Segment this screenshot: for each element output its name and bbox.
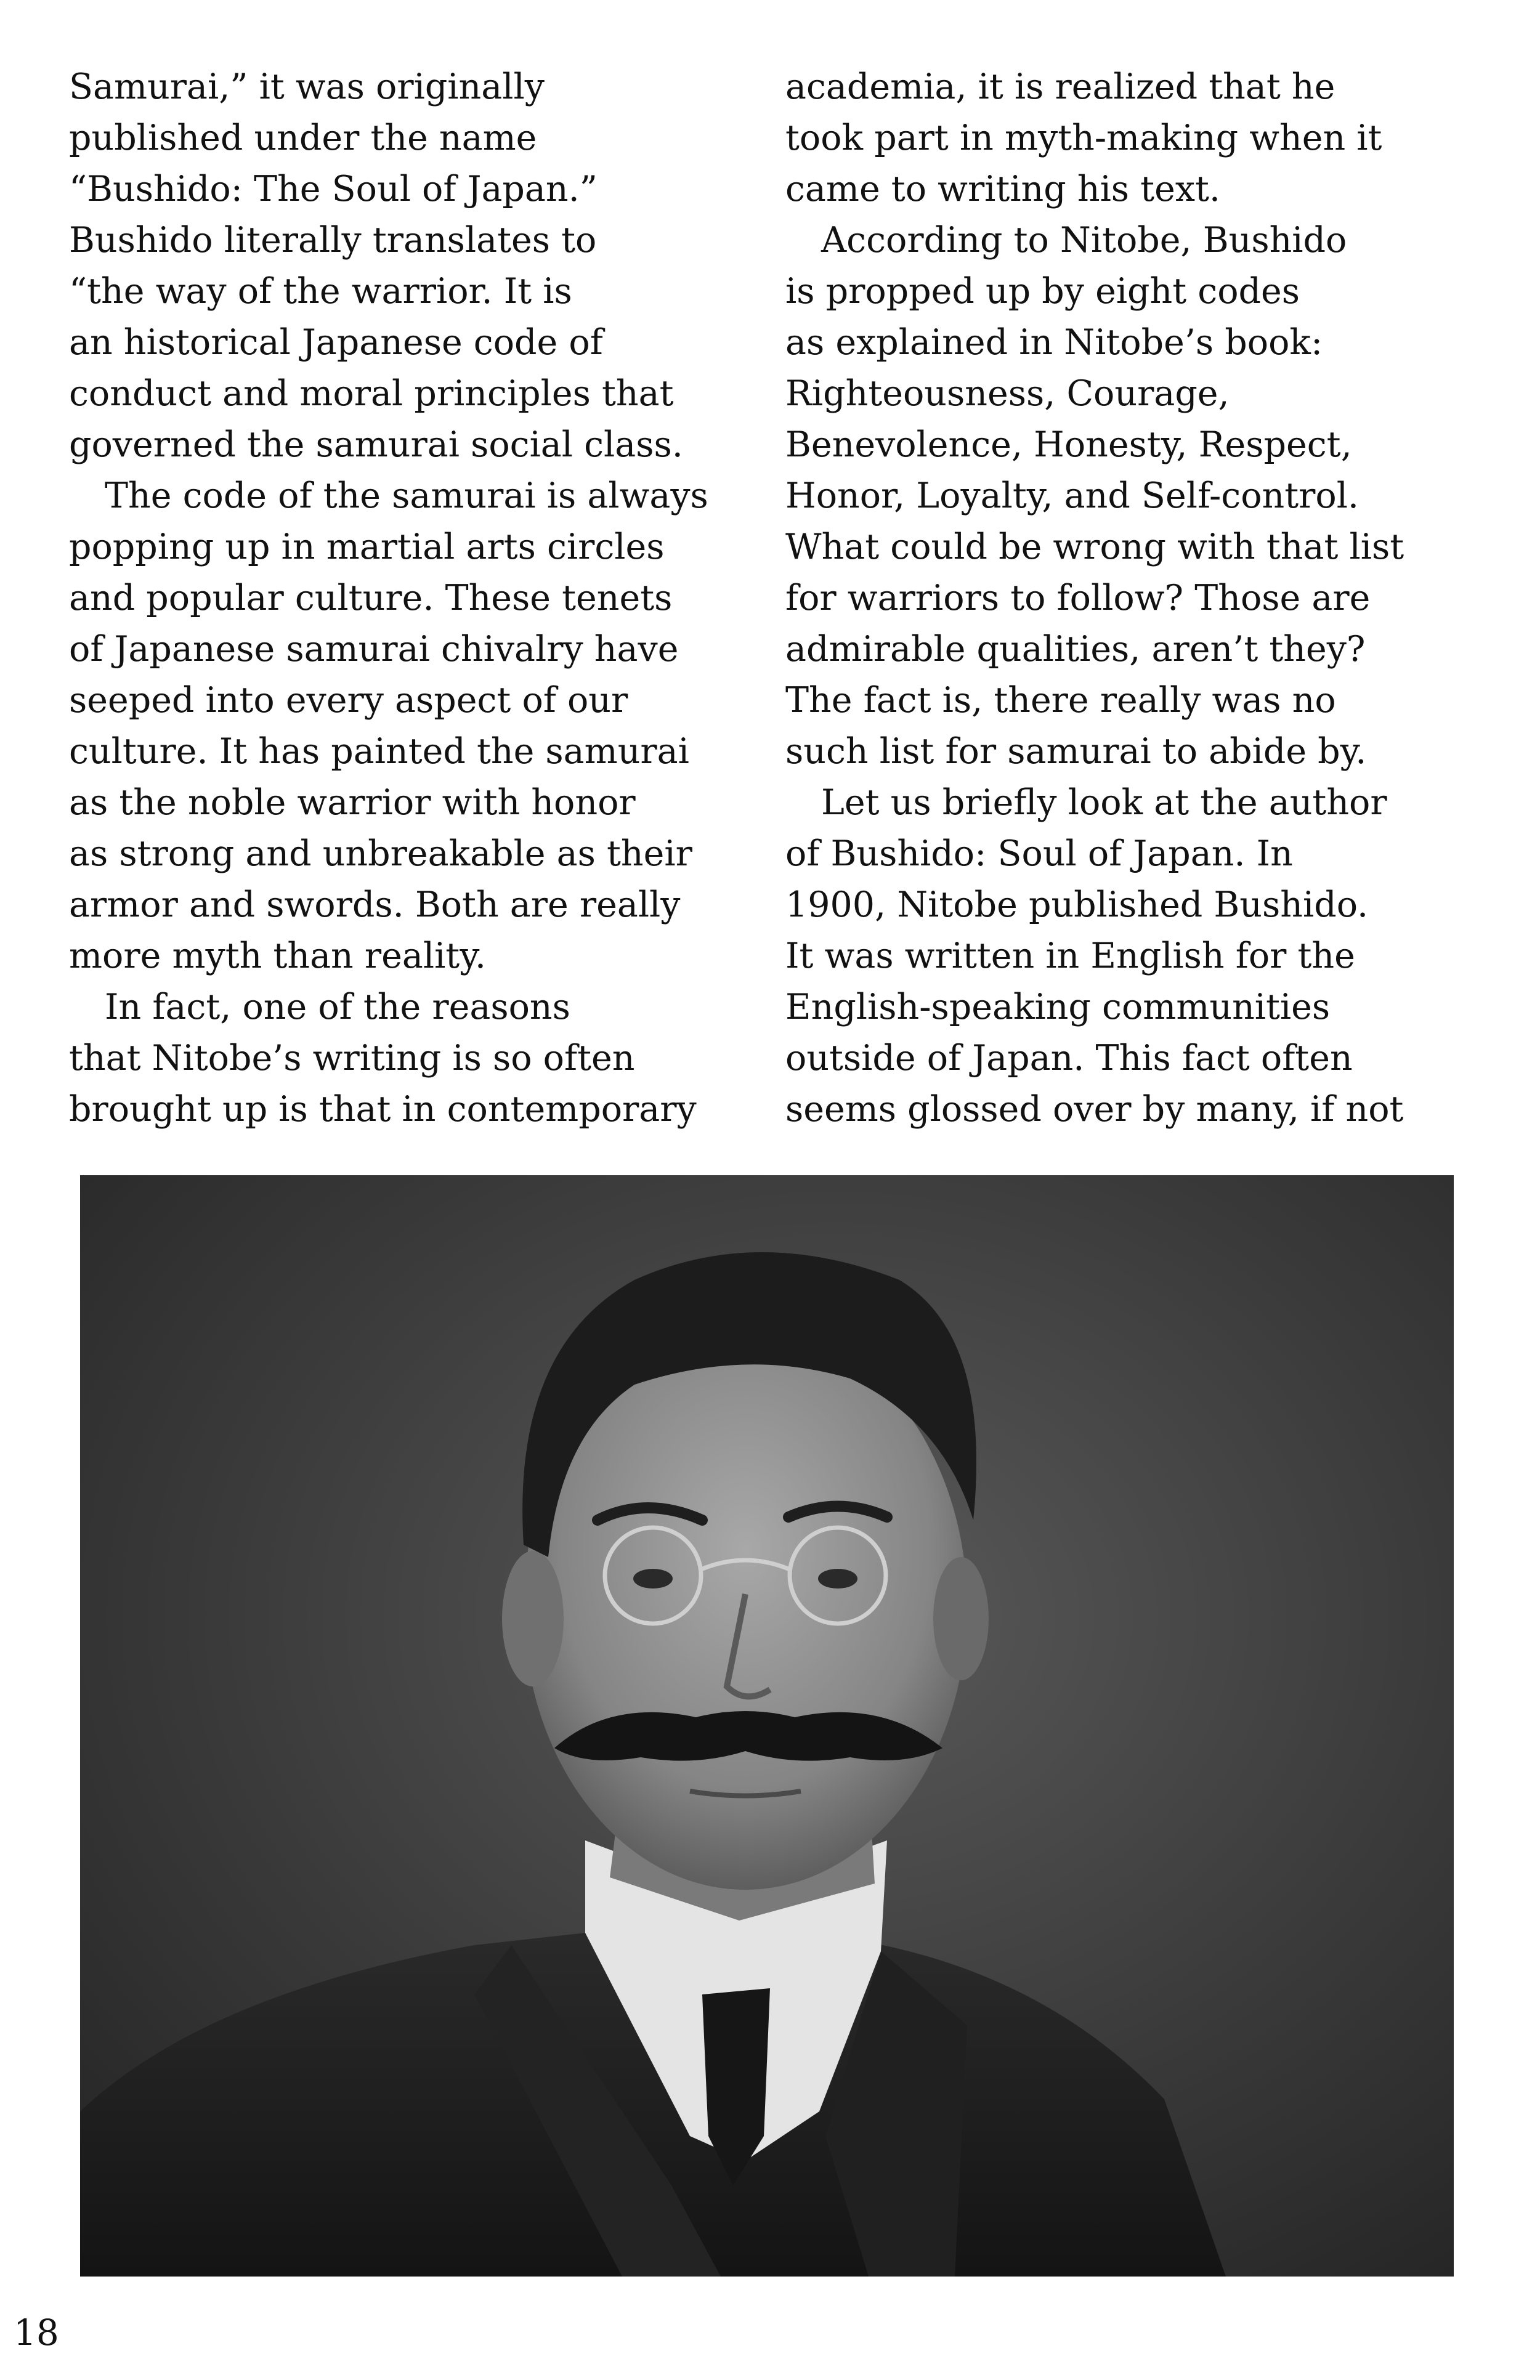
text-line: of Japanese samurai chivalry have	[69, 629, 679, 670]
text-line: governed the samurai social class.	[69, 424, 683, 465]
right-text-column	[785, 62, 1475, 1135]
text-line: took part in myth-making when it	[785, 118, 1382, 158]
text-line: Benevolence, Honesty, Respect,	[785, 424, 1352, 465]
text-line: admirable qualities, aren’t they?	[785, 629, 1366, 670]
eye-left	[633, 1569, 673, 1589]
text-line: that Nitobe’s writing is so often	[69, 1038, 635, 1079]
text-line: 1900, Nitobe published Bushido.	[785, 884, 1369, 925]
text-line: armor and swords. Both are really	[69, 884, 681, 925]
ear-right	[933, 1557, 989, 1680]
portrait-illustration	[80, 1175, 1454, 2277]
text-line: culture. It has painted the samurai	[69, 731, 689, 772]
text-line: is propped up by eight codes	[785, 271, 1300, 312]
text-line: It was written in English for the	[785, 936, 1355, 976]
text-line: popping up in martial arts circles	[69, 527, 665, 567]
text-line: and popular culture. These tenets	[69, 578, 673, 618]
text-line: “the way of the warrior. It is	[69, 271, 572, 312]
text-line: The fact is, there really was no	[785, 680, 1336, 721]
text-line: such list for samurai to abide by.	[785, 731, 1367, 772]
paragraph-start-line: The code of the samurai is always	[105, 476, 708, 516]
text-line: an historical Japanese code of	[69, 322, 603, 363]
text-line: What could be wrong with that list	[785, 527, 1404, 567]
paragraph-start-line: In fact, one of the reasons	[105, 987, 570, 1027]
paragraph-start-line: According to Nitobe, Bushido	[821, 220, 1347, 261]
text-line: seeped into every aspect of our	[69, 680, 628, 721]
text-line: academia, it is realized that he	[785, 67, 1335, 107]
text-line: Righteousness, Courage,	[785, 373, 1230, 414]
text-line: Bushido literally translates to	[69, 220, 597, 261]
text-line: as strong and unbreakable as their	[69, 833, 692, 874]
text-line: as the noble warrior with honor	[69, 782, 636, 823]
ear-left	[502, 1551, 564, 1686]
text-line: conduct and moral principles that	[69, 373, 674, 414]
portrait-photo	[80, 1175, 1454, 2277]
text-line: English-speaking communities	[785, 987, 1331, 1027]
text-line: published under the name	[69, 118, 537, 158]
text-line: Samurai,” it was originally	[69, 67, 545, 107]
paragraph-start-line: Let us briefly look at the author	[821, 782, 1387, 823]
text-line: more myth than reality.	[69, 936, 486, 976]
page-number: 18	[14, 2312, 59, 2354]
text-line: Honor, Loyalty, and Self-control.	[785, 476, 1360, 516]
text-line: as explained in Nitobe’s book:	[785, 322, 1323, 363]
text-line: “Bushido: The Soul of Japan.”	[69, 169, 598, 209]
text-line: came to writing his text.	[785, 169, 1220, 209]
text-line: for warriors to follow? Those are	[785, 578, 1371, 618]
text-line: brought up is that in contemporary	[69, 1089, 697, 1130]
text-line: of Bushido: Soul of Japan. In	[785, 833, 1293, 874]
left-text-column	[69, 62, 759, 1135]
text-line: seems glossed over by many, if not	[785, 1089, 1404, 1130]
text-line: outside of Japan. This fact often	[785, 1038, 1353, 1079]
eye-right	[818, 1569, 857, 1589]
